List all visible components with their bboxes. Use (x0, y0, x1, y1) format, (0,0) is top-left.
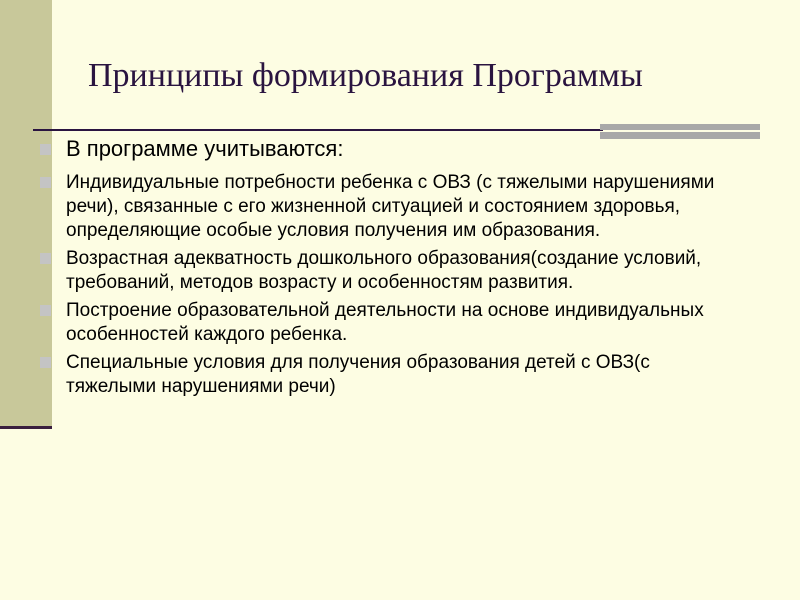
square-bullet-icon (40, 357, 51, 368)
bullet-item-age-adequacy (38, 247, 738, 295)
square-bullet-icon (40, 177, 51, 188)
bullet-item-individual-features (38, 299, 738, 347)
bullet-text: Индивидуальные потребности ребенка с ОВЗ (с тяжелыми нарушениями речи), связанные с его жизненной ситуацией и состоянием здоровья, определяющие особые условия получения им образования. (66, 172, 715, 241)
slide-title: Принципы формирования Программы (88, 57, 643, 94)
square-bullet-icon (40, 253, 51, 264)
bullet-item-individual-needs (38, 171, 738, 243)
title-accent-bar-top (600, 124, 760, 130)
square-bullet-icon (40, 144, 51, 155)
bullet-text: Построение образовательной деятельности на основе индивидуальных особенностей каждого ребенка. (66, 300, 704, 345)
bullet-item-special-conditions (38, 351, 738, 399)
bullet-item-intro (38, 135, 738, 163)
bullet-list (38, 135, 738, 403)
bullet-text: В программе учитываются: (66, 136, 344, 161)
bullet-text: Возрастная адекватность дошкольного образования(создание условий, требований, методов возрасту и особенностям развития. (66, 248, 702, 293)
bullet-text: Специальные условия для получения образования детей с ОВЗ(с тяжелыми нарушениями речи) (66, 352, 650, 397)
side-decor-rule (0, 426, 52, 429)
square-bullet-icon (40, 305, 51, 316)
title-underline (33, 129, 603, 131)
